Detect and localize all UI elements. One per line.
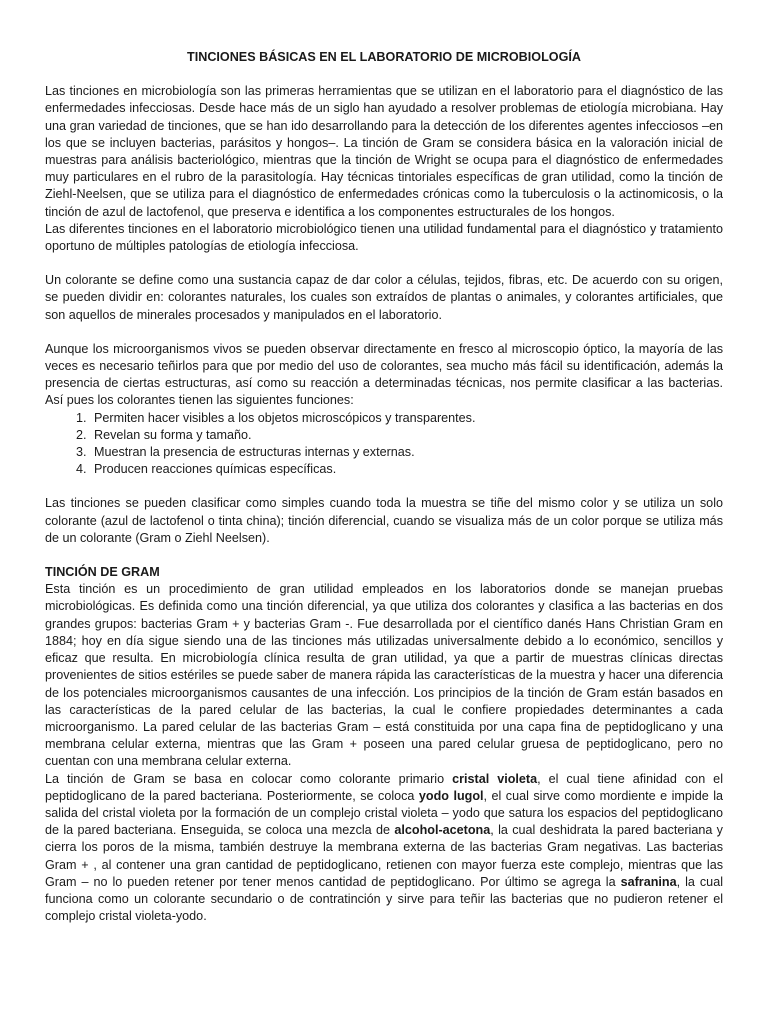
paragraph-gap xyxy=(45,478,723,495)
intro-paragraph: Las tinciones en microbiología son las primeras herramientas que se utilizan en el laboratorio para el diagnóstico de las enfermedades infecciosas. Desde hace más de un siglo han ayudado a resolver problemas de etiología microbiana. Hay una gran variedad de tinciones, que se han ido desarrollando para la detección de los diferentes agentes infecciosos –en los que se incluyen bacterias, parásitos y hongos–. La tinción de Gram se considera básica en la valoración inicial de muestras para análisis bacteriológico, mientras que la tinción de Wright se ocupa para el diagnóstico de enfermedades muy particulares en el rubro de la parasitología. Hay técnicas tintoriales específicas de gran utilidad, como la tinción de Ziehl-Neelsen, que se utiliza para el diagnóstico de enfermedades crónicas como la tuberculosis o la actinomicosis, o la tinción de azul de lactofenol, que preserva e identifica a los componentes estructurales de los hongos. xyxy=(45,84,723,219)
reagent-alcohol-acetone: alcohol-acetona xyxy=(394,823,491,838)
classification-paragraph: Las tinciones se pueden clasificar como simples cuando toda la muestra se tiñe del mismo color y se utiliza un solo colorante (azul de lactofenol o tinta china); tinción diferencial, cuando se visualiza más de un color porque se utiliza más de un colorante (Gram o Ziehl Neelsen). xyxy=(45,496,723,545)
paragraph-gap xyxy=(45,547,723,564)
text-run: , la cual funciona como un colorante secundario o de contratinción y sirve para teñir las bacterias que no pudieron retener el complejo cristal violeta-yodo. xyxy=(45,874,723,924)
gram-procedure-paragraph xyxy=(45,771,723,926)
functions-list-item: 1. Permiten hacer visibles a los objetos microscópicos y transparentes. xyxy=(90,410,723,427)
paragraph-gap xyxy=(45,324,723,341)
paragraph-gap xyxy=(45,255,723,272)
microorganisms-paragraph: Aunque los microorganismos vivos se pueden observar directamente en fresco al microscopio óptico, la mayoría de las veces es necesario teñirlos para que por medio del uso de colorantes, sea mucho más fácil su identificación, además la presencia de ciertas estructuras, así como su reacción a determinadas técnicas, nos permite clasificar a las bacterias. Así pues los colorantes tienen las siguientes funciones: xyxy=(45,341,723,408)
section-heading-gram: TINCIÓN DE GRAM xyxy=(45,565,160,580)
document-title: TINCIONES BÁSICAS EN EL LABORATORIO DE MICROBIOLOGÍA xyxy=(187,50,581,64)
colorant-definition-paragraph: Un colorante se define como una sustancia capaz de dar color a células, tejidos, fibras, etc. De acuerdo con su origen, se pueden dividir en: colorantes naturales, los cuales son extraídos de plantas o animales, y colorantes artificiales, que son aquellos de minerales procesados y manipulados en el laboratorio. xyxy=(45,273,723,322)
text-run: , la cual deshidrata la pared bacteriana y cierra los poros de la misma, también destruye la membrana externa de las bacterias Gram negativas. Las bacterias Gram + , al contener una gran cantidad de peptidoglicano, retienen con mayor fuerza este complejo, mientras que las Gram – no lo pueden retener por tener menos cantidad de peptidoglicano. Por último se agrega la xyxy=(45,823,723,889)
text-run: , el cual tiene afinidad con el peptidoglicano de la pared bacteriana. Posteriormente, se coloca xyxy=(45,771,723,803)
text-run: , el cual sirve como mordiente e impide la salida del cristal violeta por la formación de un complejo cristal violeta – yodo que satura los espacios del peptidoglicano de la pared bacteriana. Enseguida, se coloca una mezcla de xyxy=(45,788,723,838)
functions-list-item: 3. Muestran la presencia de estructuras internas y externas. xyxy=(90,444,723,461)
reagent-safranin: safranina xyxy=(620,874,677,889)
text-run: La tinción de Gram se basa en colocar como colorante primario xyxy=(45,771,453,786)
gram-paragraph: Esta tinción es un procedimiento de gran utilidad empleados en los laboratorios donde se manejan pruebas microbiológicas. Es definida como una tinción diferencial, ya que utiliza dos colorantes y clasifica a las bacterias en dos grandes grupos: bacterias Gram + y bacterias Gram -. Fue desarrollada por el científico danés Hans Christian Gram en 1884; hoy en día sigue siendo una de las tinciones más utilizadas universalmente debido a lo económico, sencillos y eficaz que resulta. En microbiología clínica resulta de gran utilidad, ya que a partir de muestras clínicas directas provenientes de sitios estériles se puede saber de manera rápida las características de la muestra y hacer una diferencia de los potenciales microorganismos causantes de una infección. Los principios de la tinción de Gram están basados en las características de la pared celular de las bacterias, la cual le confiere propiedades determinantes a cada microorganismo. La pared celular de las bacterias Gram – está constituida por una capa fina de peptidoglicano y una membrana celular externa, mientras que las Gram + poseen una pared celular gruesa de peptidoglicano, pero no cuentan con una membrana celular externa. xyxy=(45,582,723,769)
functions-list-item: 2. Revelan su forma y tamaño. xyxy=(90,427,723,444)
reagent-lugol-iodine: yodo lugol xyxy=(418,788,484,803)
functions-list xyxy=(45,410,723,479)
reagent-crystal-violet: cristal violeta xyxy=(452,771,538,786)
functions-list-item: 4. Producen reacciones químicas específicas. xyxy=(90,461,723,478)
intro-paragraph: Las diferentes tinciones en el laboratorio microbiológico tienen una utilidad fundamental para el diagnóstico y tratamiento oportuno de múltiples patologías de etiología infecciosa. xyxy=(45,221,723,254)
